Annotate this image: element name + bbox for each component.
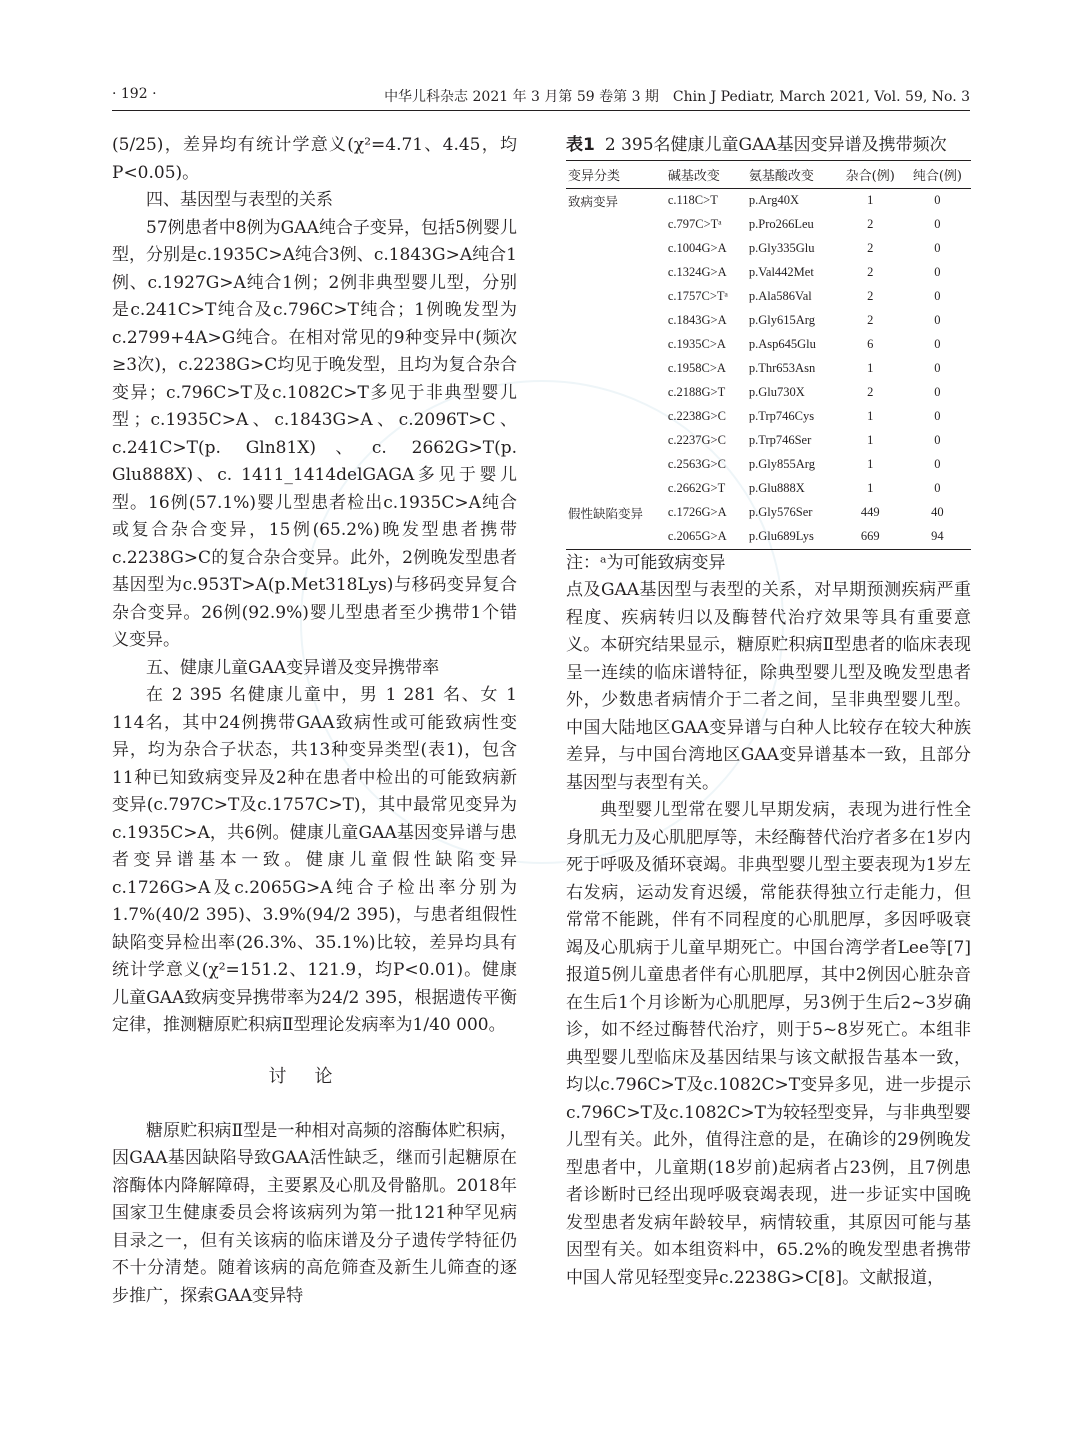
- section-heading: 五、健康儿童GAA变异谱及变异携带率: [146, 657, 440, 678]
- table-cell: 6: [867, 337, 874, 351]
- table-cell: p.Thr653Asn: [748, 361, 816, 375]
- table-cell: 0: [934, 313, 941, 327]
- discussion-heading: 讨论: [268, 1065, 361, 1087]
- column-header: 杂合(例): [837, 160, 904, 188]
- table-cell: 1: [867, 481, 874, 495]
- table-cell: p.Asp645Glu: [748, 337, 816, 351]
- table-cell: [566, 285, 666, 309]
- table-row: [566, 285, 971, 309]
- paragraph: 在 2 395 名健康儿童中，男 1 281 名、女 1 114名，其中24例携带GAA致病性或可能致病性变异，均为杂合子状态，共13种变异类型(表1)，包含11种已知致病变异及2种在患者中检出的可能致病新变异(c.797C>T及c.1757C>T)，其中最常见变异为c.1935C>A，共6例。健康儿童GAA基因变异谱与患者变异谱基本一致。健康儿童假性缺陷变异c.1726G>A及c.2065G>A纯合子检出率分别为1.7%(40/2 395)、3.9%(94/2 395)，与患者组假性缺陷变异检出率(26.3%、35.1%)比较，差异均具有统计学意义(χ²=151.2、121.9，均P<0.01)。健康儿童GAA致病变异携带率为24/2 395，根据遗传平衡定律，推测糖原贮积病Ⅱ型理论发病率为1/40 000。: [112, 685, 517, 1035]
- table-cell: 0: [934, 265, 941, 279]
- paragraph: (5/25)，差异均有统计学意义(χ²=4.71、4.45，均P<0.05)。: [112, 135, 517, 183]
- table-cell: 致病变异: [568, 194, 619, 209]
- column-header: 变异分类: [566, 160, 666, 188]
- table-cell: 0: [934, 361, 941, 375]
- table-row: [566, 405, 971, 429]
- paragraph: 57例患者中8例为GAA纯合子变异，包括5例婴儿型，分别是c.1935C>A纯合3例、c.1843G>A纯合1例、c.1927G>A纯合1例；2例非典型婴儿型，分别是c.241C>T纯合及c.796C>T纯合；1例晚发型为c.2799+4A>G纯合。在相对常见的9种变异中(频次≥3次)，c.2238G>C均见于晚发型，且均为复合杂合变异；c.796C>T及c.1082C>T多见于非典型婴儿型；c.1935C>A、c.1843G>A、c.2096T>C、c.241C>T(p. Gln81X)、c. 2662G>T(p. Glu888X)、c. 1411_1414delGAGA多见于婴儿型。16例(57.1%)婴儿型患者检出c.1935C>A纯合或复合杂合变异，15例(65.2%)晚发型患者携带c.2238G>C的复合杂合变异。此外，2例晚发型患者基因型为c.953T>A(p.Met318Lys)与移码变异复合杂合变异。26例(92.9%)婴儿型患者至少携带1个错义变异。: [112, 217, 517, 650]
- column-header: 氨基酸改变: [747, 160, 837, 188]
- table-row: [566, 453, 971, 477]
- column-header: 纯合(例): [904, 160, 971, 188]
- table-cell: c.1324G>A: [667, 265, 727, 279]
- table-cell: p.Gly615Arg: [748, 313, 815, 327]
- table-cell: 0: [934, 241, 941, 255]
- table-cell: p.Glu888X: [748, 481, 805, 495]
- table-cell: 1: [867, 457, 874, 471]
- table-cell: [566, 261, 666, 285]
- table-row: [566, 501, 971, 525]
- table-header-row: [566, 160, 971, 188]
- column-header: 碱基改变: [666, 160, 747, 188]
- table-caption: [566, 132, 971, 160]
- table-cell: c.1843G>A: [667, 313, 727, 327]
- journal-citation: 中华儿科杂志 2021 年 3 月第 59 卷第 3 期 Chin J Pediatr, March 2021, Vol. 59, No. 3: [384, 89, 970, 105]
- table-cell: 2: [867, 265, 874, 279]
- table-cell: c.797C>Tᵃ: [667, 217, 722, 231]
- table-cell: 0: [934, 289, 941, 303]
- paragraph: 点及GAA基因型与表型的关系，对早期预测疾病严重程度、疾病转归以及酶替代治疗效果等具有重要意义。本研究结果显示，糖原贮积病Ⅱ型患者的临床表现呈一连续的临床谱特征，除典型婴儿型及晚发型患者外，少数患者病情介于二者之间，呈非典型婴儿型。中国大陆地区GAA变异谱与白种人比较存在较大种族差异，与中国台湾地区GAA变异谱基本一致，且部分基因型与表型有关。: [566, 580, 971, 793]
- table-cell: [566, 453, 666, 477]
- table-row: [566, 309, 971, 333]
- paragraph: 糖原贮积病Ⅱ型是一种相对高频的溶酶体贮积病，因GAA基因缺陷导致GAA活性缺乏，继而引起糖原在溶酶体内降解障碍，主要累及心肌及骨骼肌。2018年国家卫生健康委员会将该病列为第一批121种罕见病目录之一，但有关该病的临床谱及分子遗传学特征仍不十分清楚。随着该病的高危筛查及新生儿筛查的逐步推广，探索GAA变异特: [112, 1120, 517, 1306]
- table-row: [566, 381, 971, 405]
- page-number: · 192 ·: [112, 86, 157, 102]
- table-cell: 449: [860, 505, 880, 519]
- table-cell: 2: [867, 289, 874, 303]
- table-cell: 0: [934, 193, 941, 207]
- table-cell: c.2188G>T: [667, 385, 726, 399]
- table-cell: p.Gly335Glu: [748, 241, 815, 255]
- table-cell: 0: [934, 457, 941, 471]
- table-cell: 1: [867, 409, 874, 423]
- table-cell: c.1726G>A: [667, 505, 727, 519]
- table-cell: p.Ala586Val: [748, 289, 812, 303]
- table-cell: [566, 333, 666, 357]
- table-cell: 2: [867, 217, 874, 231]
- table-label: 表1: [566, 135, 595, 155]
- header-rule: [112, 110, 970, 111]
- table-cell: p.Gly855Arg: [748, 457, 815, 471]
- table-cell: c.2662G>T: [667, 481, 726, 495]
- table-row: [566, 261, 971, 285]
- right-column: [566, 132, 971, 1292]
- table-row: [566, 213, 971, 237]
- table-cell: 669: [837, 525, 904, 550]
- table-cell: 2: [867, 313, 874, 327]
- table-cell: c.2238G>C: [667, 409, 726, 423]
- table-row: [566, 525, 971, 550]
- table-cell: [566, 477, 666, 501]
- table-cell: p.Arg40X: [748, 193, 799, 207]
- table-cell: p.Val442Met: [748, 265, 814, 279]
- table-cell: p.Glu730X: [748, 385, 805, 399]
- paragraph: 典型婴儿型常在婴儿早期发病，表现为进行性全身肌无力及心肌肥厚等，未经酶替代治疗者多在1岁内死于呼吸及循环衰竭。非典型婴儿型主要表现为1岁左右发病，运动发育迟缓，常能获得独立行走能力，但常常不能跳，伴有不同程度的心肌肥厚，多因呼吸衰竭及心肌病于儿童早期死亡。中国台湾学者Lee等[7]报道5例儿童患者伴有心肌肥厚，其中2例因心脏杂音在生后1个月诊断为心肌肥厚，另3例于生后2~3岁确诊，如不经过酶替代治疗，则于5~8岁死亡。本组非典型婴儿型临床及基因结果与该文献报告基本一致，均以c.796C>T及c.1082C>T变异多见，进一步提示c.796C>T及c.1082C>T为较轻型变异，与非典型婴儿型有关。此外，值得注意的是，在确诊的29例晚发型患者中，儿童期(18岁前)起病者占23例，且7例患者诊断时已经出现呼吸衰竭表现，进一步证实中国晚发型患者发病年龄较早，病情较重，其原因可能与基因型有关。如本组资料中，65.2%的晚发型患者携带中国人常见轻型变异c.2238G>C[8]。文献报道，: [566, 800, 971, 1288]
- table-cell: 0: [934, 217, 941, 231]
- table-cell: 2: [867, 385, 874, 399]
- table-cell: c.2563G>C: [667, 457, 726, 471]
- table-row: [566, 429, 971, 453]
- table-row: [566, 333, 971, 357]
- table-row: [566, 188, 971, 213]
- table-cell: [566, 405, 666, 429]
- table-cell: p.Pro266Leu: [748, 217, 814, 231]
- table-cell: 40: [931, 505, 944, 519]
- table-cell: 0: [934, 409, 941, 423]
- table-cell: c.2237G>C: [667, 433, 726, 447]
- variant-table: [566, 160, 971, 550]
- table-cell: [566, 309, 666, 333]
- table-cell: [566, 381, 666, 405]
- table-cell: 1: [867, 361, 874, 375]
- table-cell: c.1004G>A: [667, 241, 727, 255]
- table-cell: 0: [934, 337, 941, 351]
- table-cell: p.Trp746Cys: [748, 409, 815, 423]
- table-cell: c.118C>T: [667, 193, 718, 207]
- left-column: [112, 132, 517, 1310]
- table-body: [566, 188, 971, 549]
- table-row: [566, 237, 971, 261]
- table-cell: c.2065G>A: [666, 525, 747, 550]
- table-cell: c.1958C>A: [667, 361, 726, 375]
- table-cell: 假性缺陷变异: [568, 506, 644, 521]
- table-cell: c.1757C>Tᵃ: [667, 289, 728, 303]
- table-cell: [566, 213, 666, 237]
- table-cell: c.1935C>A: [667, 337, 726, 351]
- table-cell: [566, 237, 666, 261]
- table-note: 注：ᵃ为可能致病变异: [566, 552, 726, 573]
- running-header: [112, 86, 970, 108]
- table-cell: 1: [867, 193, 874, 207]
- table-cell: p.Gly576Ser: [748, 505, 813, 519]
- table-cell: [566, 525, 666, 550]
- table-cell: 0: [934, 433, 941, 447]
- table-row: [566, 477, 971, 501]
- table-title: 2 395名健康儿童GAA基因变异谱及携带频次: [604, 135, 947, 155]
- table-cell: 0: [934, 481, 941, 495]
- table-cell: p.Glu689Lys: [747, 525, 837, 550]
- table-cell: 94: [904, 525, 971, 550]
- table-cell: [566, 357, 666, 381]
- table-cell: 2: [867, 241, 874, 255]
- table-row: [566, 357, 971, 381]
- section-heading: 四、基因型与表型的关系: [146, 190, 333, 210]
- table-cell: [566, 429, 666, 453]
- table-cell: 0: [934, 385, 941, 399]
- table-cell: 1: [867, 433, 874, 447]
- table-cell: p.Trp746Ser: [748, 433, 812, 447]
